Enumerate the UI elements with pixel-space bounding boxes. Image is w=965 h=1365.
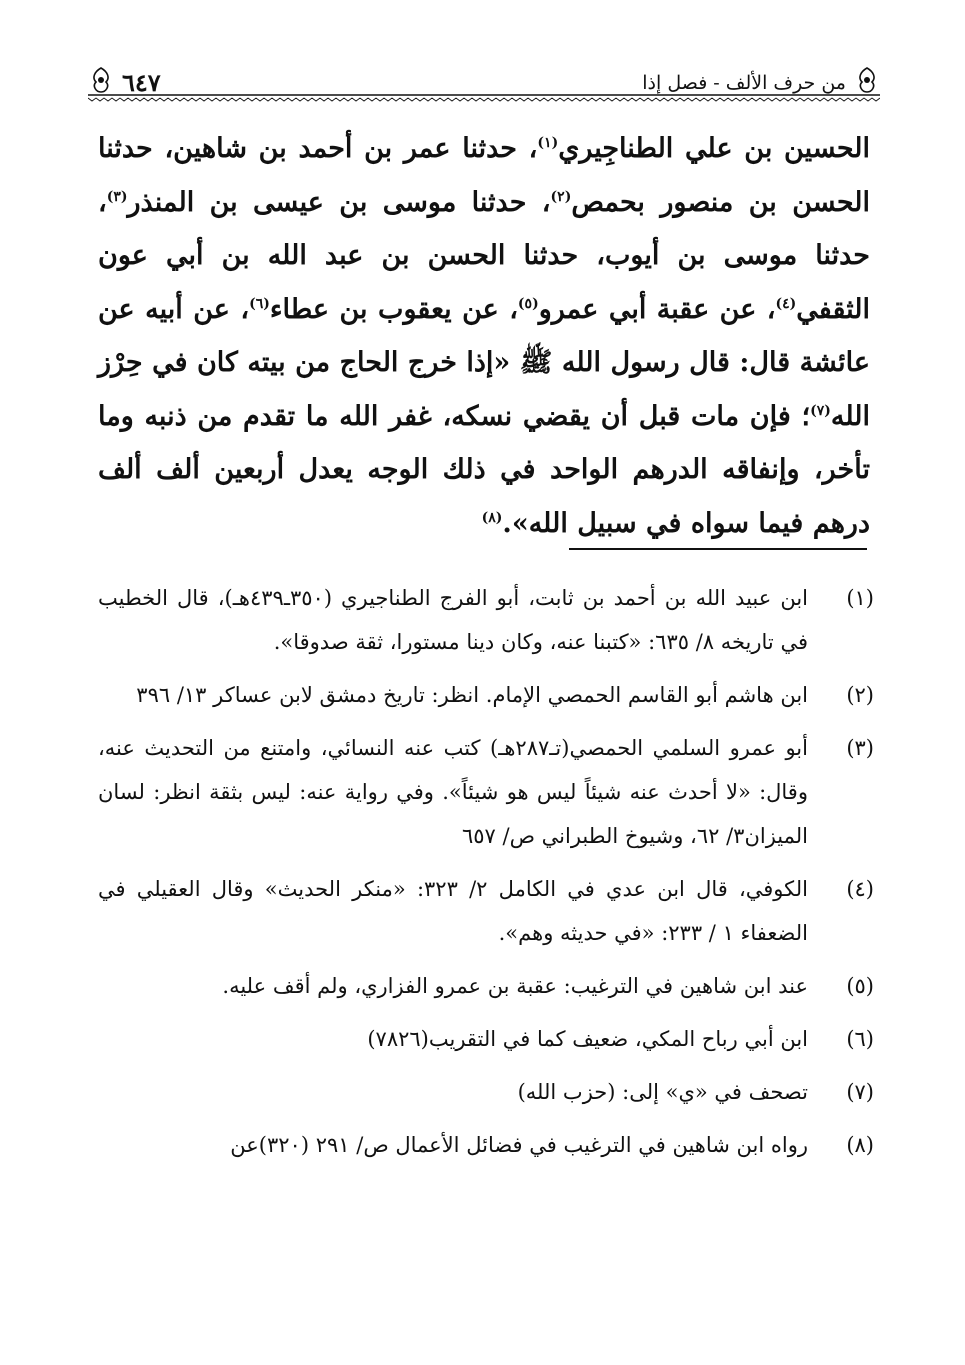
footnote-ref[interactable]: (٥) — [517, 295, 539, 312]
footnote-ref[interactable]: (٣) — [106, 188, 128, 205]
ornament-icon — [88, 66, 114, 94]
footnote-ref[interactable]: (٦) — [249, 295, 270, 312]
footnote-divider — [569, 548, 867, 550]
footnote-text: تصحف في «ي» إلى: (حزب الله) — [517, 1080, 808, 1104]
footnote-number: (٢) — [846, 683, 874, 707]
footnote-number: (٤) — [846, 877, 874, 901]
footnote-number: (٥) — [846, 974, 874, 998]
footnote-number: (٦) — [846, 1027, 874, 1051]
footnote-ref[interactable]: (٢) — [550, 188, 572, 205]
page-number: ٦٤٧ — [122, 68, 161, 97]
footnote-ref[interactable]: (٧) — [810, 402, 831, 419]
footnote-text: ابن هاشم أبو القاسم الحمصي الإمام. انظر: تاريخ دمشق لابن عساكر ١٣/ ٣٩٦ — [136, 683, 808, 707]
footnote-ref[interactable]: (٤) — [775, 295, 797, 312]
footnote-text: ابن أبي رباح المكي، ضعيف كما في التقريب(٧٨٢٦) — [367, 1027, 808, 1051]
footnote-number: (١) — [846, 586, 874, 610]
footnote-ref[interactable]: (١) — [537, 135, 559, 151]
footnote-item — [98, 1123, 874, 1167]
footnote-text: الكوفي، قال ابن عدي في الكامل ٢/ ٣٢٣: «منكر الحديث» وقال العقيلي في الضعفاء ١ / ٢٣٣: «في حديثه وهم». — [98, 877, 808, 945]
running-title: من حرف الألف - فصل إذا — [642, 72, 846, 94]
footnote-ref[interactable]: (٨) — [481, 509, 503, 526]
header-rule — [88, 94, 880, 102]
footnote-item — [98, 964, 874, 1008]
hadith-paragraph: الحسين بن علي الطناجِيري$^{(١)}$، حدثنا عمر بن أحمد بن شاهين، حدثنا الحسن بن منصور بحمص$^{(٢)}$، حدثنا موسى بن عيسى بن المنذر$^{(٣)}$، حدثنا موسى بن أيوب، حدثنا الحسن بن عبد الله بن أبي عون الثقفي$^{(٤)}$، عن عقبة أبي عمرو$^{(٥)}$، عن يعقوب بن عطاء$^{(٦)}$، عن أبيه عن عائشة قال: قال رسول الله ﷺ «إذا خرج الحاج من بيته كان في حِرْز الله$^{(٧)}$؛ فإن مات قبل أن يقضي نسكه، غفر الله ما تقدم من ذنبه وما تأخر، وإنفاقه الدرهم الواحد في ذلك الوجه يعدل أربعين ألف ألف درهم فيما سواه في سبيل الله».$^{(٨)}$ — [98, 133, 870, 539]
main-text — [98, 122, 870, 550]
footnote-item — [98, 1017, 874, 1061]
ornament-icon — [854, 66, 880, 94]
footnotes-section — [98, 576, 874, 1176]
footnote-number: (٨) — [846, 1133, 874, 1157]
footnote-item — [98, 576, 874, 664]
footnote-text: عند ابن شاهين في الترغيب: عقبة بن عمرو الفزاري، ولم أقف عليه. — [222, 974, 808, 998]
footnote-number: (٣) — [846, 736, 874, 760]
page-header — [88, 58, 880, 102]
footnote-item — [98, 867, 874, 955]
footnote-text: رواه ابن شاهين في الترغيب في فضائل الأعمال ص/ ٢٩١ (٣٢٠)عن — [230, 1133, 808, 1157]
footnote-item — [98, 1070, 874, 1114]
footnote-number: (٧) — [846, 1080, 874, 1104]
footnote-text: أبو عمرو السلمي الحمصي(تـ٢٨٧هـ) كتب عنه النسائي، وامتنع من التحديث عنه، وقال: «لا أحدث عنه شيئاً ليس هو شيئاً». وفي رواية عنه: ليس بثقة انظر: لسان الميزان٣/ ٦٢، وشيوخ الطبراني ص/ ٦٥٧ — [98, 736, 808, 848]
footnote-item — [98, 673, 874, 717]
footnote-item — [98, 726, 874, 858]
footnote-text: ابن عبيد الله بن أحمد بن ثابت، أبو الفرج الطناجيري (٣٥٠ـ٤٣٩هـ)، قال الخطيب في تاريخه ٨/ ٦٣٥: «كتبنا عنه، وكان دينا مستورا، ثقة صدوقا». — [98, 586, 808, 654]
